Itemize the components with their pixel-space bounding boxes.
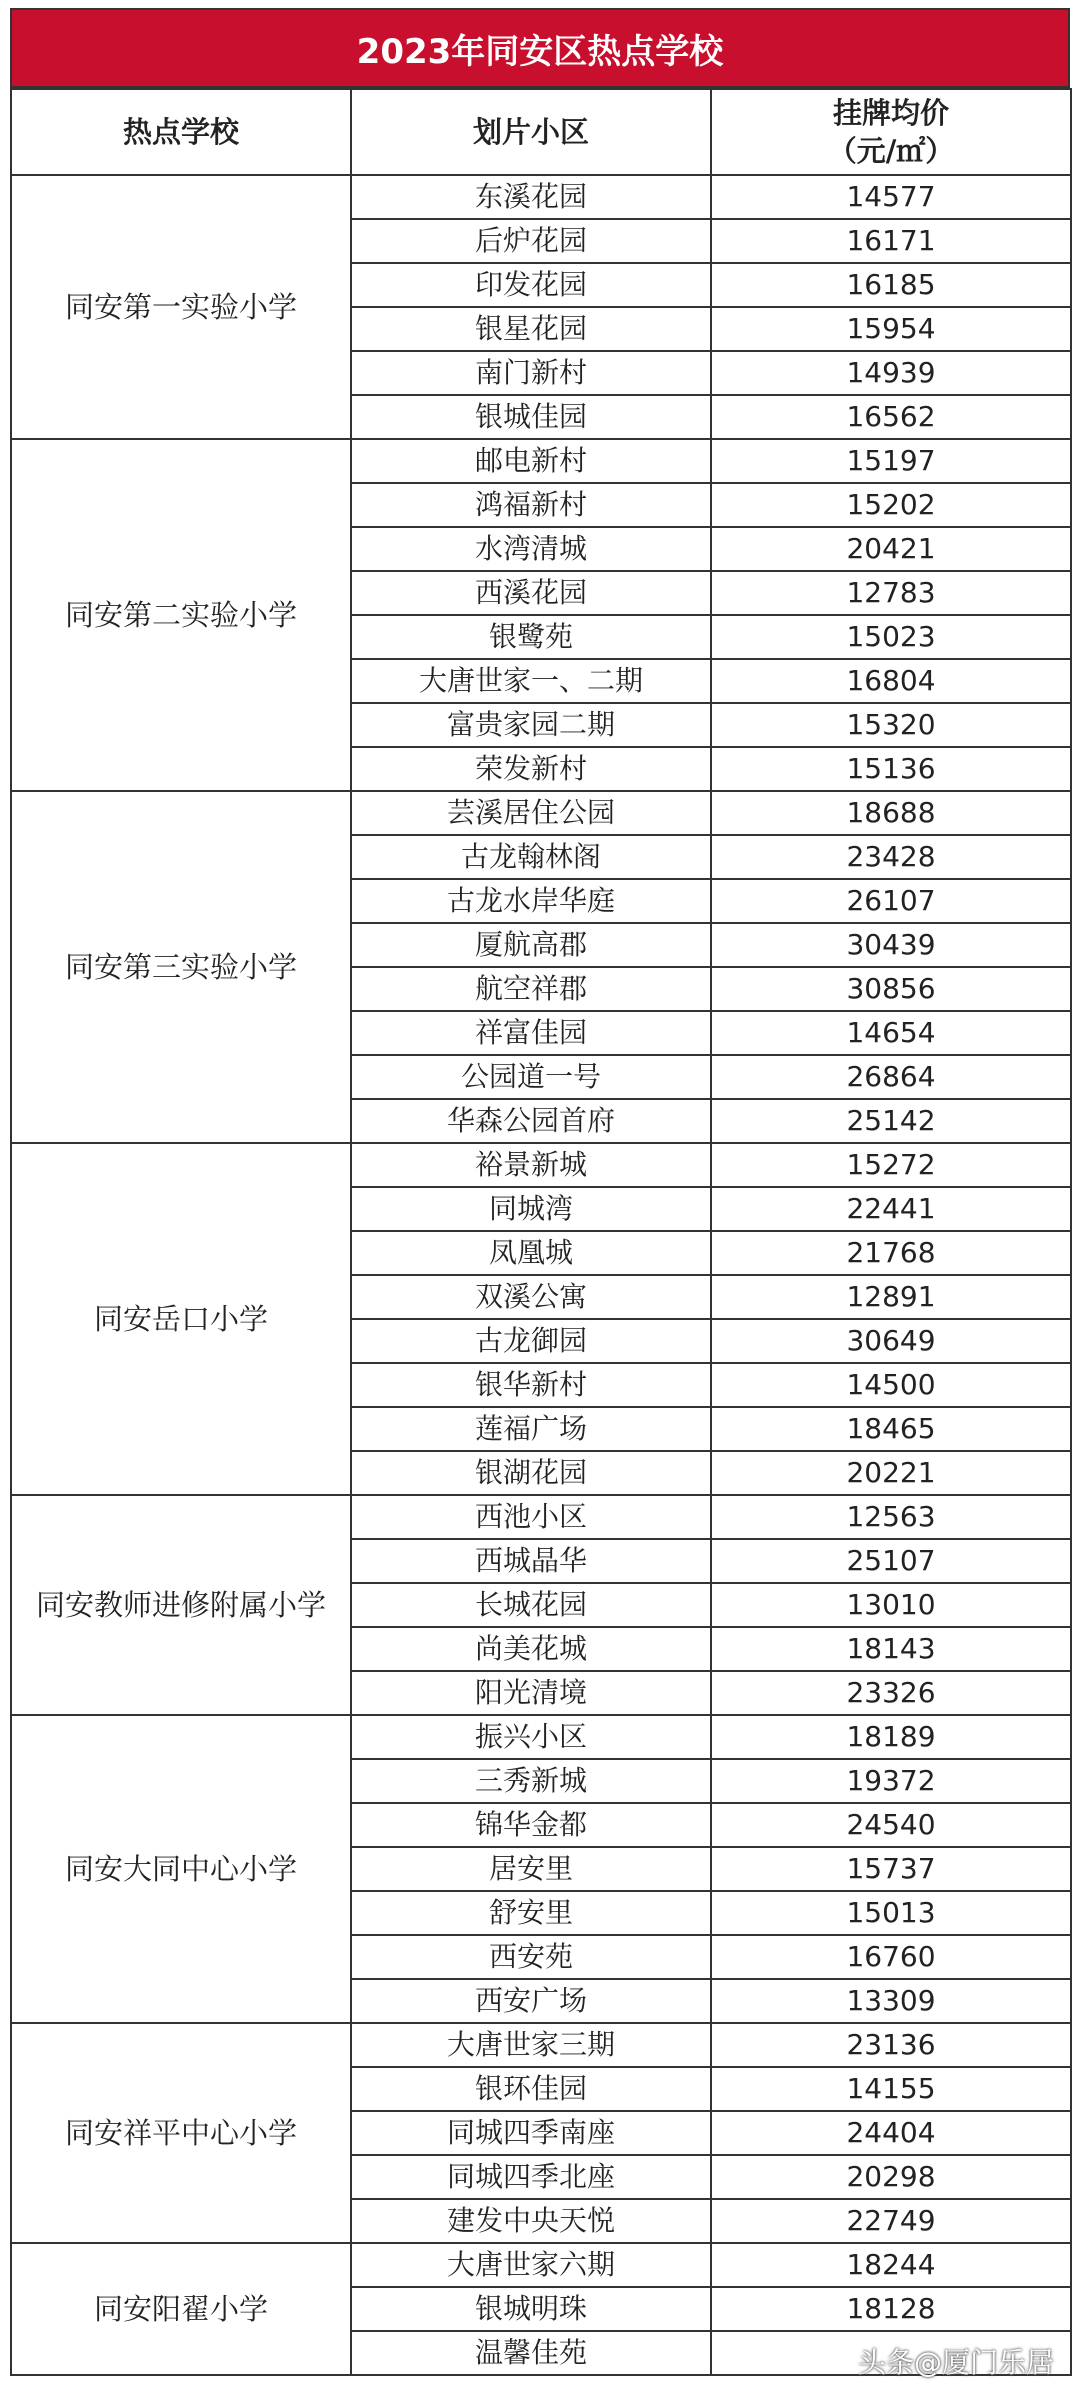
price-cell: 18465 <box>711 1407 1071 1451</box>
community-cell: 锦华金都 <box>351 1803 711 1847</box>
price-cell: 24404 <box>711 2111 1071 2155</box>
community-cell: 西池小区 <box>351 1495 711 1539</box>
price-cell: 18128 <box>711 2287 1071 2331</box>
school-name-cell: 同安第二实验小学 <box>11 439 351 791</box>
price-cell: 24540 <box>711 1803 1071 1847</box>
price-cell: 16185 <box>711 263 1071 307</box>
community-cell: 厦航高郡 <box>351 923 711 967</box>
community-cell: 银城明珠 <box>351 2287 711 2331</box>
community-cell: 荣发新村 <box>351 747 711 791</box>
price-cell: 23136 <box>711 2023 1071 2067</box>
school-name-cell: 同安第一实验小学 <box>11 175 351 439</box>
price-cell: 15320 <box>711 703 1071 747</box>
community-cell: 振兴小区 <box>351 1715 711 1759</box>
price-cell: 20221 <box>711 1451 1071 1495</box>
community-cell: 银鹭苑 <box>351 615 711 659</box>
community-cell: 公园道一号 <box>351 1055 711 1099</box>
school-name-cell: 同安大同中心小学 <box>11 1715 351 2023</box>
header-price-line1: 挂牌均价 <box>832 96 949 130</box>
table-row <box>11 439 1071 483</box>
school-name-cell: 同安祥平中心小学 <box>11 2023 351 2243</box>
community-cell: 银星花园 <box>351 307 711 351</box>
price-cell: 15136 <box>711 747 1071 791</box>
community-cell: 古龙水岸华庭 <box>351 879 711 923</box>
community-cell: 古龙御园 <box>351 1319 711 1363</box>
community-cell: 银湖花园 <box>351 1451 711 1495</box>
community-cell: 建发中央天悦 <box>351 2199 711 2243</box>
table-row <box>11 791 1071 835</box>
price-cell: 15272 <box>711 1143 1071 1187</box>
community-cell: 银环佳园 <box>351 2067 711 2111</box>
community-cell: 长城花园 <box>351 1583 711 1627</box>
community-cell: 大唐世家一、二期 <box>351 659 711 703</box>
community-cell: 温馨佳苑 <box>351 2331 711 2375</box>
price-cell: 14155 <box>711 2067 1071 2111</box>
price-cell: 22441 <box>711 1187 1071 1231</box>
table-row <box>11 1143 1071 1187</box>
price-cell: 13010 <box>711 1583 1071 1627</box>
price-cell: 19372 <box>711 1759 1071 1803</box>
price-cell: 14577 <box>711 175 1071 219</box>
price-cell: 16562 <box>711 395 1071 439</box>
table-body <box>11 175 1071 2375</box>
price-cell: 18244 <box>711 2243 1071 2287</box>
price-cell: 15954 <box>711 307 1071 351</box>
community-cell: 同城四季北座 <box>351 2155 711 2199</box>
table-row <box>11 175 1071 219</box>
price-cell: 12563 <box>711 1495 1071 1539</box>
community-cell: 大唐世家六期 <box>351 2243 711 2287</box>
price-cell: 12783 <box>711 571 1071 615</box>
header-price-line2: （元/㎡） <box>827 134 955 168</box>
community-cell: 祥富佳园 <box>351 1011 711 1055</box>
price-cell: 15013 <box>711 1891 1071 1935</box>
community-cell: 同城四季南座 <box>351 2111 711 2155</box>
community-cell: 水湾清城 <box>351 527 711 571</box>
header-row <box>11 89 1071 175</box>
community-cell: 居安里 <box>351 1847 711 1891</box>
community-cell: 邮电新村 <box>351 439 711 483</box>
community-cell: 航空祥郡 <box>351 967 711 1011</box>
table-title: 2023年同安区热点学校 <box>10 8 1070 88</box>
table-row <box>11 2023 1071 2067</box>
price-cell: 23326 <box>711 1671 1071 1715</box>
price-cell: 26864 <box>711 1055 1071 1099</box>
price-cell: 21768 <box>711 1231 1071 1275</box>
price-cell: 15023 <box>711 615 1071 659</box>
community-cell: 西安广场 <box>351 1979 711 2023</box>
community-cell: 裕景新城 <box>351 1143 711 1187</box>
price-cell: 12891 <box>711 1275 1071 1319</box>
community-cell: 华森公园首府 <box>351 1099 711 1143</box>
community-cell: 印发花园 <box>351 263 711 307</box>
price-cell: 25142 <box>711 1099 1071 1143</box>
table-sheet <box>10 8 1070 2376</box>
table-row <box>11 1495 1071 1539</box>
community-cell: 莲福广场 <box>351 1407 711 1451</box>
price-cell: 30439 <box>711 923 1071 967</box>
community-cell: 凤凰城 <box>351 1231 711 1275</box>
table-row <box>11 1715 1071 1759</box>
header-price <box>711 89 1071 175</box>
price-cell: 15202 <box>711 483 1071 527</box>
school-table <box>10 88 1072 2376</box>
price-cell: 26107 <box>711 879 1071 923</box>
price-cell: 25107 <box>711 1539 1071 1583</box>
price-cell: 20421 <box>711 527 1071 571</box>
community-cell: 尚美花城 <box>351 1627 711 1671</box>
price-cell: 14500 <box>711 1363 1071 1407</box>
price-cell: 22749 <box>711 2199 1071 2243</box>
community-cell: 南门新村 <box>351 351 711 395</box>
price-cell: 16804 <box>711 659 1071 703</box>
community-cell: 富贵家园二期 <box>351 703 711 747</box>
community-cell: 双溪公寓 <box>351 1275 711 1319</box>
price-cell: 14654 <box>711 1011 1071 1055</box>
school-name-cell: 同安第三实验小学 <box>11 791 351 1143</box>
school-name-cell: 同安阳翟小学 <box>11 2243 351 2375</box>
table-row <box>11 2243 1071 2287</box>
price-cell: 16171 <box>711 219 1071 263</box>
community-cell: 银城佳园 <box>351 395 711 439</box>
community-cell: 东溪花园 <box>351 175 711 219</box>
price-cell: 30649 <box>711 1319 1071 1363</box>
community-cell: 古龙翰林阁 <box>351 835 711 879</box>
community-cell: 银华新村 <box>351 1363 711 1407</box>
community-cell: 大唐世家三期 <box>351 2023 711 2067</box>
community-cell: 西溪花园 <box>351 571 711 615</box>
price-cell: 18688 <box>711 791 1071 835</box>
price-cell: 14939 <box>711 351 1071 395</box>
price-cell: 30856 <box>711 967 1071 1011</box>
watermark: 头条@厦门乐居 <box>857 2346 1054 2379</box>
price-cell: 18189 <box>711 1715 1071 1759</box>
community-cell: 西城晶华 <box>351 1539 711 1583</box>
price-cell: 23428 <box>711 835 1071 879</box>
community-cell: 同城湾 <box>351 1187 711 1231</box>
price-cell: 16760 <box>711 1935 1071 1979</box>
header-community: 划片小区 <box>351 89 711 175</box>
price-cell: 20298 <box>711 2155 1071 2199</box>
school-name-cell: 同安教师进修附属小学 <box>11 1495 351 1715</box>
community-cell: 后炉花园 <box>351 219 711 263</box>
header-school: 热点学校 <box>11 89 351 175</box>
community-cell: 三秀新城 <box>351 1759 711 1803</box>
community-cell: 芸溪居住公园 <box>351 791 711 835</box>
community-cell: 阳光清境 <box>351 1671 711 1715</box>
school-name-cell: 同安岳口小学 <box>11 1143 351 1495</box>
price-cell: 13309 <box>711 1979 1071 2023</box>
community-cell: 舒安里 <box>351 1891 711 1935</box>
community-cell: 鸿福新村 <box>351 483 711 527</box>
price-cell: 15197 <box>711 439 1071 483</box>
price-cell: 15737 <box>711 1847 1071 1891</box>
price-cell: 18143 <box>711 1627 1071 1671</box>
community-cell: 西安苑 <box>351 1935 711 1979</box>
